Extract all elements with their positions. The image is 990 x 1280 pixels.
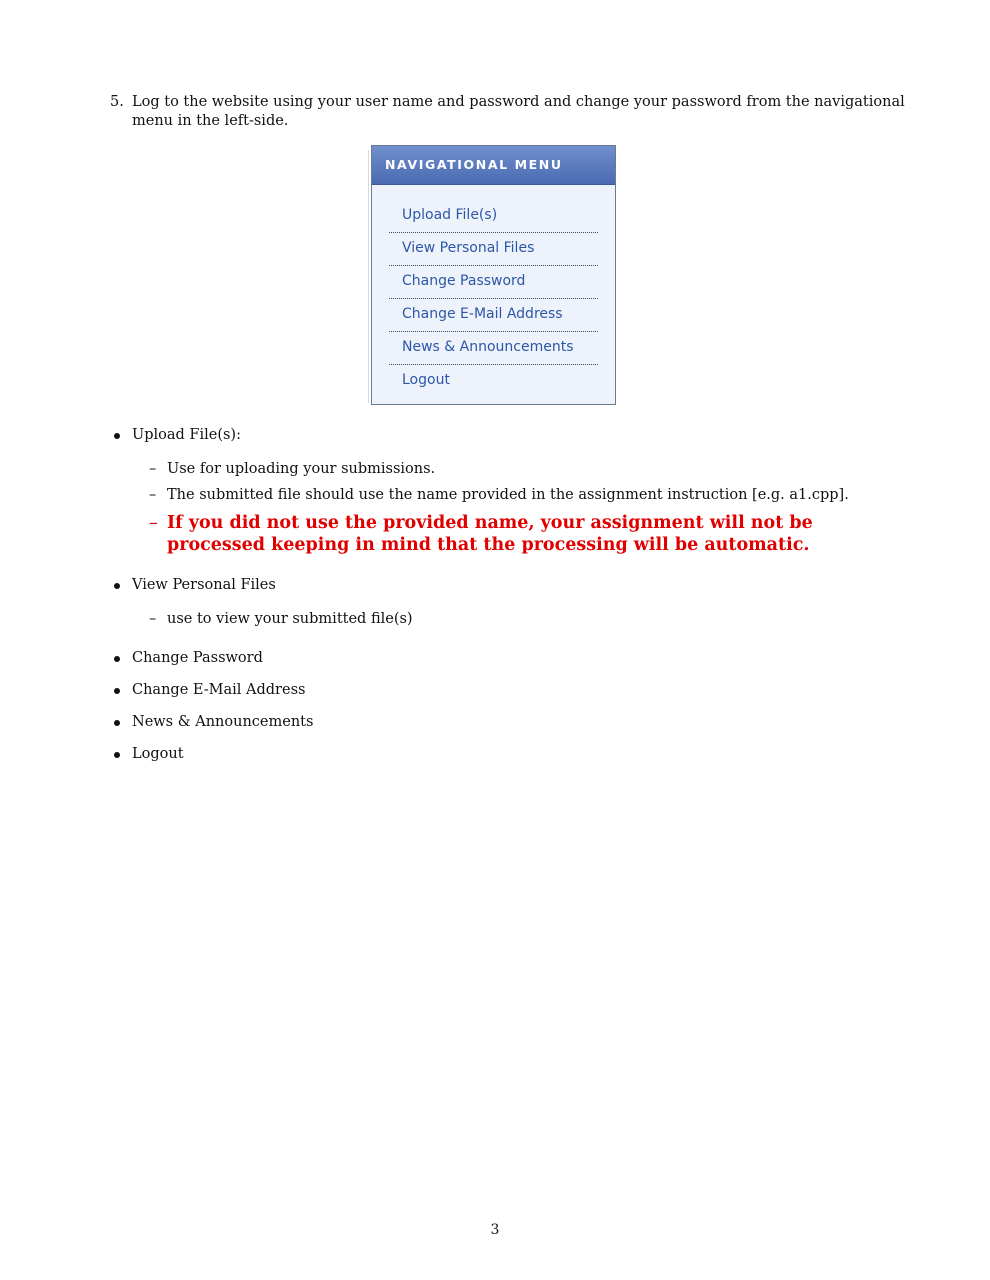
bullet-icon [114,583,120,589]
list-item-label: Upload File(s): [132,427,241,443]
list-item-label: View Personal Files [132,577,276,593]
step-number: 5. [110,94,124,110]
warning-text: If you did not use the provided name, your assignment will not be processed keeping in mind that the processing will be automatic. [167,513,813,555]
navigational-menu-title: NAVIGATIONAL MENU [372,146,615,185]
sub-item-text: Use for uploading your submissions. [167,461,436,477]
page-number: 3 [490,1222,500,1238]
bullet-icon [114,433,120,439]
list-item [114,681,914,700]
bullet-icon [114,656,120,662]
list-item [114,745,914,764]
menu-item-change-password[interactable]: Change Password [389,266,598,299]
sub-list [149,610,914,629]
sub-item [149,460,914,479]
list-item [114,426,914,445]
menu-description-list [114,426,914,764]
list-item-label: News & Announcements [132,714,314,730]
sub-item-text: The submitted file should use the name provided in the assignment instruction [e.g. a1.cpp]. [167,487,849,503]
sub-item-text: use to view your submitted file(s) [167,611,413,627]
step-text: Log to the website using your user name and password and change your password from the navigational menu in the left-side. [132,94,905,129]
dash-icon: – [149,513,158,533]
menu-item-logout[interactable]: Logout [402,372,450,388]
bullet-icon [114,720,120,726]
divider [368,150,369,403]
bullet-icon [114,688,120,694]
step-5 [110,93,910,131]
list-item [114,649,914,668]
menu-item-upload-files[interactable]: Upload File(s) [389,200,598,233]
menu-item-news[interactable]: News & Announcements [389,332,598,365]
list-item-label: Change Password [132,650,263,666]
list-item-label: Change E-Mail Address [132,682,306,698]
sub-list [149,460,914,556]
warning-note [149,512,914,556]
menu-item-view-personal-files[interactable]: View Personal Files [389,233,598,266]
bullet-icon [114,752,120,758]
list-item [114,713,914,732]
navigational-menu [371,145,616,405]
menu-item-change-email[interactable]: Change E-Mail Address [389,299,598,332]
dash-icon: – [149,461,157,477]
sub-item [149,610,914,629]
list-item [114,576,914,595]
dash-icon: – [149,611,157,627]
dash-icon: – [149,487,157,503]
list-item-label: Logout [132,746,184,762]
sub-item [149,486,914,505]
